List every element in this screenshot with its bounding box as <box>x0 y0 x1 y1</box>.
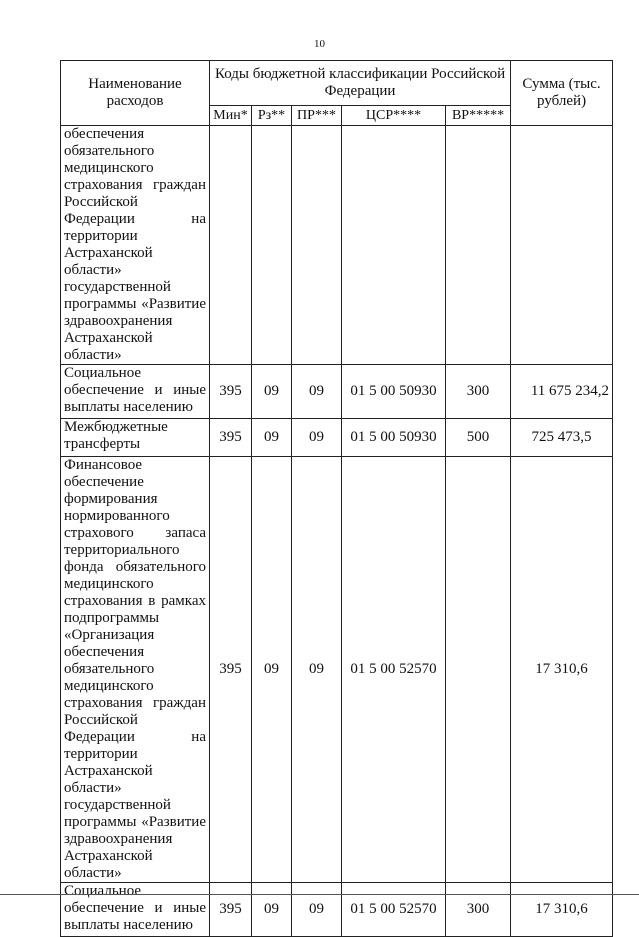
row-pr: 09 <box>292 365 342 419</box>
row-rz: 09 <box>252 365 292 419</box>
table-row <box>61 126 613 365</box>
row-min: 395 <box>210 365 252 419</box>
page-number: 10 <box>314 38 325 50</box>
row-sum: 725 473,5 <box>511 419 613 457</box>
row-min: 395 <box>210 419 252 457</box>
row-name: обеспечения обязательного медицинского страхования граждан Российской Федерации на территории Астраханской области» государственной программы «Развитие здравоохранения Астраханской области» <box>61 126 210 365</box>
row-csr: 01 5 00 50930 <box>342 365 446 419</box>
header-csr: ЦСР**** <box>342 106 446 126</box>
row-pr: 09 <box>292 457 342 883</box>
budget-table <box>60 60 613 937</box>
row-pr: 09 <box>292 883 342 937</box>
table-row <box>61 419 613 457</box>
row-min: 395 <box>210 883 252 937</box>
table-row <box>61 365 613 419</box>
row-vr <box>446 457 511 883</box>
row-name: Межбюджетные трансферты <box>61 419 210 457</box>
row-pr <box>292 126 342 365</box>
header-name: Наименование расходов <box>61 61 210 126</box>
header-rz: Рз** <box>252 106 292 126</box>
row-vr <box>446 126 511 365</box>
row-sum: 17 310,6 <box>511 883 613 937</box>
table-row <box>61 457 613 883</box>
row-name: Финансовое обеспечение формирования нормированного страхового запаса территориального фонда обязательного медицинского страхования в рамках подпрограммы «Организация обеспечения обязательного медицинского страхования граждан Российской Федерации на территории Астраханской области» государственной программы «Развитие здравоохранения Астраханской области» <box>61 457 210 883</box>
row-rz <box>252 126 292 365</box>
row-name: Социальное обеспечение и иные выплаты населению <box>61 365 210 419</box>
header-vr: ВР***** <box>446 106 511 126</box>
table-row <box>61 883 613 937</box>
row-vr: 300 <box>446 883 511 937</box>
row-csr: 01 5 00 52570 <box>342 457 446 883</box>
header-pr: ПР*** <box>292 106 342 126</box>
row-vr: 300 <box>446 365 511 419</box>
row-name: Социальное обеспечение и иные выплаты населению <box>61 883 210 937</box>
header-min: Мин* <box>210 106 252 126</box>
row-rz: 09 <box>252 419 292 457</box>
header-codes: Коды бюджетной классификации Российской Федерации <box>210 61 511 106</box>
row-min <box>210 126 252 365</box>
row-sum: 11 675 234,2 <box>511 365 613 419</box>
bottom-rule <box>0 894 639 895</box>
row-vr: 500 <box>446 419 511 457</box>
row-min: 395 <box>210 457 252 883</box>
row-csr: 01 5 00 50930 <box>342 419 446 457</box>
row-pr: 09 <box>292 419 342 457</box>
row-rz: 09 <box>252 883 292 937</box>
row-sum: 17 310,6 <box>511 457 613 883</box>
row-csr <box>342 126 446 365</box>
row-sum <box>511 126 613 365</box>
row-csr: 01 5 00 52570 <box>342 883 446 937</box>
header-sum: Сумма (тыс. рублей) <box>511 61 613 126</box>
row-rz: 09 <box>252 457 292 883</box>
